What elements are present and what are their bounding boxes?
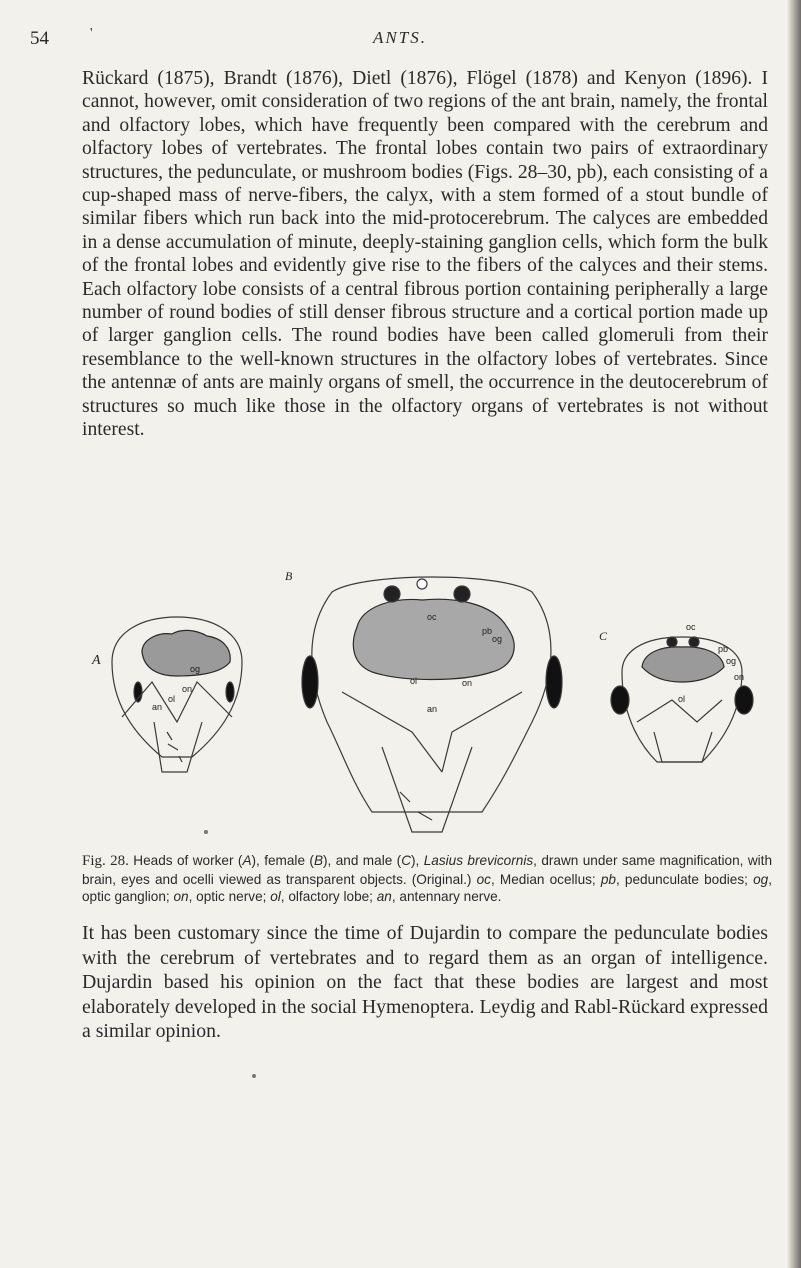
panel-label-a: A xyxy=(92,653,101,668)
caption-text-2: ), female ( xyxy=(251,853,314,868)
tick-mark: ' xyxy=(90,26,93,41)
body-paragraph-1: Rückard (1875), Brandt (1876), Dietl (1876), Flögel (1878) and Kenyon (1896). I cannot, however, omit consideration of two regions of the ant brain, namely, the frontal and olfactory lobes, which have frequently been compared with the cerebrum and olfactory lobes of vertebrates. The frontal lobes contain two pairs of extraordinary structures, the pedunculate, or mushroom bodies (Figs. 28–30, pb), each consisting of a cup-shaped mass of nerve-fibers, the calyx, with a stem formed of a stout bundle of similar fibers which run back into the mid-protocerebrum. The calyces are embedded in a dense accumulation of minute, deeply-staining ganglion cells, which form the bulk of the frontal lobes and evidently give rise to the fibers of the calyces and their stems. Each olfactory lobe consists of a central fibrous portion containing peripherally a large number of round bodies of still denser fibrous structure and a cortical portion made up of larger ganglion cells. The round bodies have been called glomeruli from their resemblance to the well-known structures in the olfactory lobes of vertebrates. Since the antennæ of ants are mainly organs of smell, the occurrence in the deutocerebrum of structures so much like those in the olfactory organs of vertebrates is not without interest. xyxy=(82,68,768,441)
label-oc-c: oc xyxy=(686,622,696,632)
caption-on-abbr: on xyxy=(173,889,189,905)
caption-species: Lasius brevicornis xyxy=(423,853,534,868)
caption-fig-number: Fig. 28. xyxy=(82,853,129,869)
page-number: 54 xyxy=(30,28,49,49)
label-an-b: an xyxy=(427,704,438,714)
caption-ol-text: , olfactory lobe; xyxy=(280,889,377,905)
page-header xyxy=(30,28,770,58)
label-on-c: on xyxy=(734,672,745,682)
panel-label-c: C xyxy=(599,629,608,643)
label-on-a: on xyxy=(182,684,193,694)
caption-c: C xyxy=(401,853,412,868)
head-worker-drawing xyxy=(112,617,242,772)
figure-caption xyxy=(82,852,772,906)
label-pb-b: pb xyxy=(482,626,493,636)
page-edge-shadow xyxy=(787,0,801,1268)
body-paragraph-2: It has been customary since the time of Dujardin to compare the pedunculate bodies with the cerebrum of vertebrates and to regard them as an organ of intelligence. Dujardin based his opinion on the fact that these bodies are largest and most elaborately developed in the social Hymenoptera. Leydig and Rabl-Rückard expressed a similar opinion. xyxy=(82,922,768,1043)
label-pb-c: pb xyxy=(718,644,729,654)
caption-ol-abbr: ol xyxy=(270,889,281,905)
label-ol-c: ol xyxy=(678,694,686,704)
caption-text-3: ), and male ( xyxy=(323,853,402,868)
caption-oc-text: , Median ocellus; xyxy=(490,871,601,887)
caption-b: B xyxy=(313,853,324,868)
label-og-c: og xyxy=(726,656,737,666)
ant-heads-illustration xyxy=(82,572,782,842)
label-an-a: an xyxy=(152,702,163,712)
speck xyxy=(252,1074,256,1078)
caption-text-5: , drawn under same magnification, with brain, eyes and ocelli viewed as transparent objects. (Original.) xyxy=(82,853,772,887)
label-og-b: og xyxy=(492,634,503,644)
caption-on-text: , optic nerve; xyxy=(188,889,271,905)
caption-a: A xyxy=(242,853,252,868)
label-ol-b: ol xyxy=(410,676,418,686)
label-oc-b: oc xyxy=(427,612,437,622)
caption-an-abbr: an xyxy=(376,889,392,905)
panel-label-b: B xyxy=(285,572,293,583)
caption-oc-abbr: oc xyxy=(476,871,491,887)
label-on-b: on xyxy=(462,678,473,688)
caption-text-1: Heads of worker ( xyxy=(133,853,243,868)
speck xyxy=(204,830,208,834)
figure-28 xyxy=(82,572,782,880)
running-title: ANTS. xyxy=(373,28,427,47)
caption-an-text: , antennary nerve. xyxy=(391,889,502,905)
caption-og-abbr: og xyxy=(753,871,769,887)
label-og-a: og xyxy=(190,664,201,674)
label-ol-a: ol xyxy=(168,694,176,704)
caption-pb-abbr: pb xyxy=(600,871,616,887)
caption-pb-text: , pedunculate bodies; xyxy=(615,871,754,887)
caption-og-text: , optic ganglion; xyxy=(82,871,772,905)
caption-text-4: ), xyxy=(411,853,424,868)
